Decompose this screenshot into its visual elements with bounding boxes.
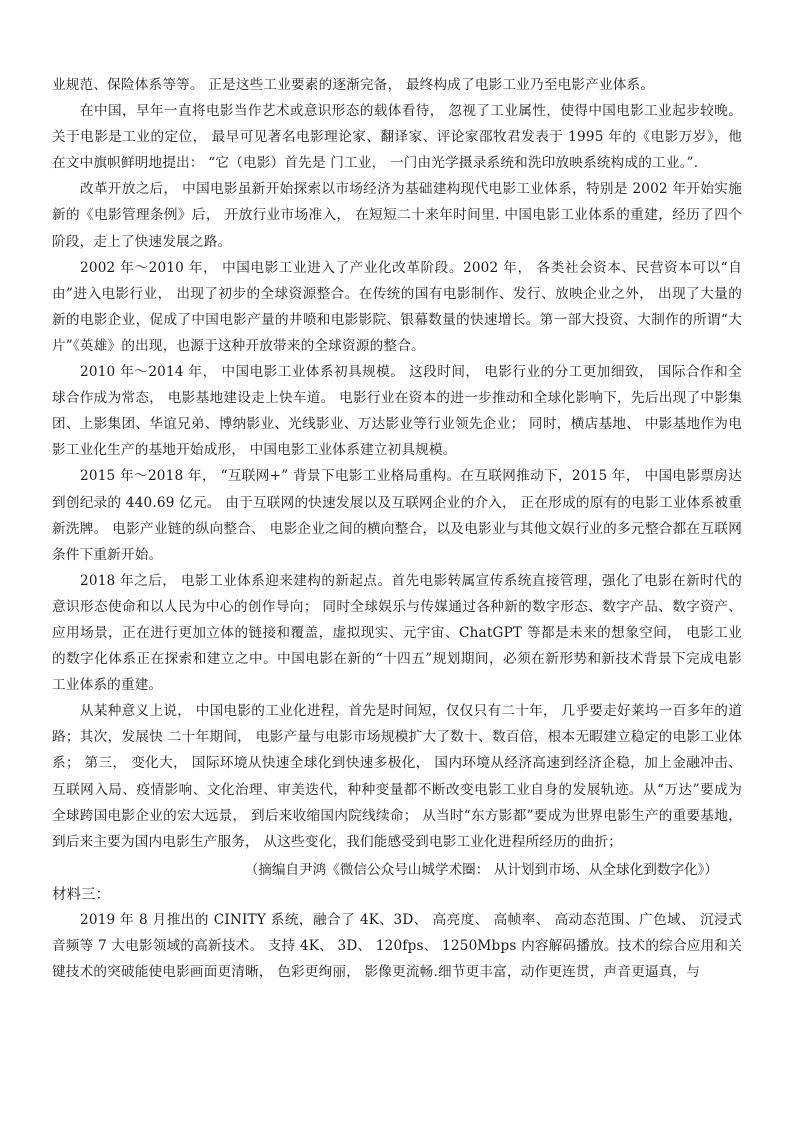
paragraph-6: 2015 年～2018 年， “互联网+” 背景下电影工业格局重构。在互联网推动下，2015 年， 中国电影票房达到创纪录的 440.69 亿元。 由于互联网的快速发展以及互联网企业的介入， 正在形成的原有的电影工业体系被重新洗牌。 电影产业链的纵向整合、 电影企业之间的横向整合，以及电影业与其他文娱行业的多元整合都在互联网条件下重新开始。 — [52, 468, 742, 563]
paragraph-8: 从某种意义上说， 中国电影的工业化进程，首先是时间短，仅仅只有二十年， 几乎要走好莱坞一百多年的道路；其次，发展快 二十年期间， 电影产量与电影市场规模扩大了数十、数百倍，根本无暇建立稳定的电影工业体系； 第三， 变化大， 国际环境从快速全球化到快速多极化， 国内环境从经济高速到经济企稳，加上金融冲击、互联网入局、疫情影响、文化治理、审美迭代，种种变量都不断改变电影工业自身的发展轨迹。从“万达”要成为全球跨国电影企业的宏大远景， 到后来收缩国内院线续命； 从当时“东方影都”要成为世界电影生产的重要基地，到后来主要为国内电影生产服务， 从这些变化，我们能感受到电影工业化进程所经历的曲折； — [52, 703, 742, 850]
source-citation: （摘编自尹鸿《微信公众号山城学术圈： 从计划到市场、从全球化到数字化》） — [244, 861, 718, 878]
paragraph-5: 2010 年～2014 年， 中国电影工业体系初具规模。 这段时间， 电影行业的分工更加细致， 国际合作和全球合作成为常态， 电影基地建设走上快车道。 电影行业在资本的进一步推动和全球化影响下，先后出现了中影集团、上影集团、华谊兄弟、博纳影业、光线影业、万达影业等行业领先企业； 同时，横店基地、 中影基地作为电影工业化生产的基地开始成形， 中国电影工业体系建立初具规模。 — [52, 364, 742, 459]
material-three-heading: 材料三： — [52, 886, 110, 903]
paragraph-3: 改革开放之后， 中国电影虽新开始探索以市场经济为基础建构现代电影工业体系，特别是 2002 年开始实施新的《电影管理条例》后， 开放行业市场准入， 在短短二十来年时间里. 中国电影工业体系的重建，经历了四个阶段，走上了快速发展之路。 — [52, 181, 742, 250]
paragraph-1: 业规范、保险体系等等。 正是这些工业要素的逐渐完备， 最终构成了电影工业乃至电影产业体系。 — [52, 77, 655, 93]
material-three-paragraph: 2019 年 8 月推出的 CINITY 系统，融合了 4K、3D、 高亮度、 高帧率、 高动态范围、广色域、 沉浸式音频等 7 大电影领域的高新技术。 支持 4K、 3D、 120fps、 1250Mbps 内容解码播放。技术的综合应用和关键技术的突破能使电影画面更清晰， 色彩更绚丽， 影像更流畅.细节更丰富，动作更连贯，声音更逼真，与 — [52, 911, 742, 981]
paragraph-7: 2018 年之后， 电影工业体系迎来建构的新起点。首先电影转属宣传系统直接管理，强化了电影在新时代的意识形态使命和以人民为中心的创作导向； 同时全球娱乐与传媒通过各种新的数字形态、数字产品、数字资产、应用场景，正在进行更加立体的链接和覆盖，虚拟现实、元宇宙、ChatGPT 等都是未来的想象空间， 电影工业的数字化体系正在探索和建立之中。中国电影在新的“十四五”规划期间，必须在新形势和新技术背景下完成电影工业体系的重建。 — [52, 572, 742, 694]
document-page — [52, 72, 742, 985]
paragraph-2: 在中国，早年一直将电影当作艺术或意识形态的载体看待， 忽视了工业属性，使得中国电影工业起步较晚。关于电影是工业的定位， 最早可见著名电影理论家、翻译家、评论家邵牧君发表于 1995 年的《电影万岁》，他在文中旗帜鲜明地提出： “它（电影）首先是 门工业， 一门由光学摄录系统和洗印放映系统构成的工业。”. — [52, 103, 742, 172]
paragraph-4: 2002 年～2010 年， 中国电影工业进入了产业化改革阶段。2002 年， 各类社会资本、民营资本可以“自由”进入电影行业， 出现了初步的全球资源整合。在传统的国有电影制作、发行、放映企业之外， 出现了大量的新的电影企业，促成了中国电影产量的井喷和电影影院、银幕数量的快速增长。第一部大投资、大制作的所谓“大片”《英雄》的出现，也源于这种开放带来的全球资源的整合。 — [52, 259, 742, 354]
